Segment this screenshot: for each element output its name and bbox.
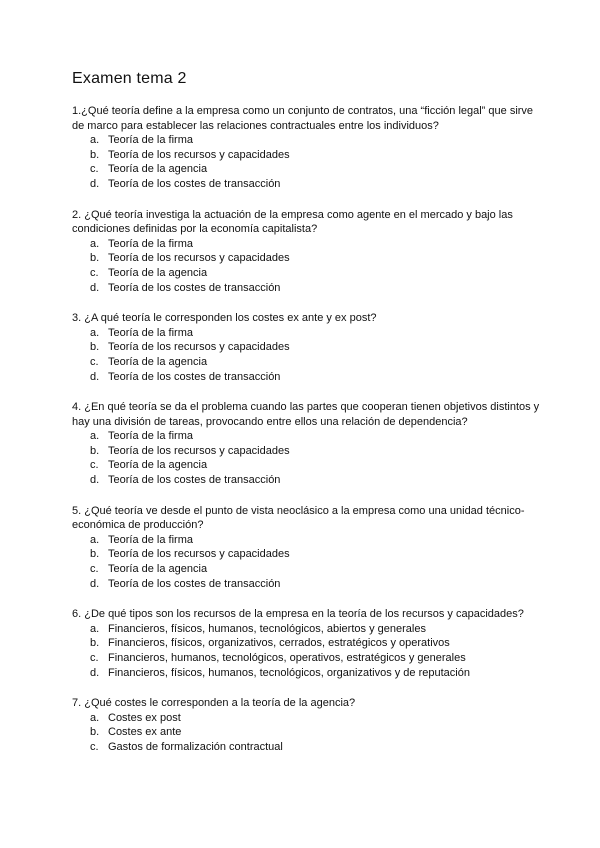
option-item xyxy=(72,355,542,370)
option-letter: b. xyxy=(90,252,100,265)
option-letter: b. xyxy=(90,148,100,161)
option-letter: d. xyxy=(90,666,100,679)
question-text: 7. ¿Qué costes le corresponden a la teoría de la agencia? xyxy=(72,697,356,710)
option-label: Teoría de la agencia xyxy=(108,355,208,368)
option-label: Teoría de la agencia xyxy=(108,266,208,279)
option-item xyxy=(72,281,542,296)
option-label: Teoría de la agencia xyxy=(108,563,208,576)
option-letter: c. xyxy=(90,163,99,176)
option-item xyxy=(72,429,542,444)
option-label: Financieros, físicos, humanos, tecnológicos, abiertos y generales xyxy=(108,622,426,635)
option-label: Teoría de los costes de transacción xyxy=(108,474,281,487)
option-item xyxy=(72,473,542,488)
option-item xyxy=(72,370,542,385)
option-label: Teoría de la firma xyxy=(108,326,193,339)
option-list xyxy=(72,133,542,191)
question-5 xyxy=(72,504,542,592)
option-list xyxy=(72,622,542,680)
option-item xyxy=(72,340,542,355)
question-1 xyxy=(72,104,542,192)
option-letter: d. xyxy=(90,281,100,294)
option-item xyxy=(72,458,542,473)
option-list xyxy=(72,237,542,295)
option-item xyxy=(72,725,542,740)
option-letter: c. xyxy=(90,563,99,576)
option-item xyxy=(72,133,542,148)
option-label: Teoría de los costes de transacción xyxy=(108,370,281,383)
question-7 xyxy=(72,696,542,754)
option-label: Teoría de los costes de transacción xyxy=(108,177,281,190)
option-letter: c. xyxy=(90,266,99,279)
question-4 xyxy=(72,400,542,488)
option-label: Teoría de la firma xyxy=(108,430,193,443)
option-label: Costes ex post xyxy=(108,711,181,724)
option-item xyxy=(72,622,542,637)
option-letter: b. xyxy=(90,548,100,561)
question-6 xyxy=(72,607,542,680)
option-item xyxy=(72,326,542,341)
option-label: Teoría de los recursos y capacidades xyxy=(108,341,290,354)
option-letter: a. xyxy=(90,622,100,635)
option-label: Teoría de los recursos y capacidades xyxy=(108,148,290,161)
option-label: Teoría de la agencia xyxy=(108,163,208,176)
option-item xyxy=(72,651,542,666)
option-item xyxy=(72,547,542,562)
option-letter: a. xyxy=(90,134,100,147)
option-letter: c. xyxy=(90,740,99,753)
option-label: Financieros, físicos, humanos, tecnológicos, organizativos y de reputación xyxy=(108,666,470,679)
option-letter: c. xyxy=(90,459,99,472)
option-item xyxy=(72,636,542,651)
option-item xyxy=(72,562,542,577)
option-letter: b. xyxy=(90,726,100,739)
question-2 xyxy=(72,208,542,296)
option-letter: b. xyxy=(90,637,100,650)
option-label: Costes ex ante xyxy=(108,726,182,739)
option-letter: c. xyxy=(90,652,99,664)
option-item xyxy=(72,162,542,177)
question-text: 4. ¿En qué teoría se da el problema cuando las partes que cooperan tienen objetivos distintos y hay una división de tareas, provocando entre ellos una relación de dependencia? xyxy=(72,401,540,428)
option-label: Teoría de la firma xyxy=(108,237,193,250)
option-item xyxy=(72,533,542,548)
option-list xyxy=(72,711,542,755)
option-label: Financieros, humanos, tecnológicos, operativos, estratégicos y generales xyxy=(108,652,466,664)
option-item xyxy=(72,444,542,459)
option-item xyxy=(72,237,542,252)
question-3 xyxy=(72,311,542,384)
option-letter: b. xyxy=(90,444,100,457)
option-item xyxy=(72,148,542,163)
option-letter: a. xyxy=(90,533,100,546)
option-label: Teoría de la agencia xyxy=(108,459,208,472)
option-letter: d. xyxy=(90,177,100,190)
option-item xyxy=(72,666,542,681)
option-letter: a. xyxy=(90,430,100,443)
question-text: 2. ¿Qué teoría investiga la actuación de la empresa como agente en el mercado y bajo las condiciones definidas por la economía capitalista? xyxy=(72,208,513,236)
option-letter: b. xyxy=(90,341,100,354)
option-letter: d. xyxy=(90,577,100,590)
option-letter: a. xyxy=(90,326,100,339)
option-letter: a. xyxy=(90,711,100,724)
option-item xyxy=(72,251,542,266)
option-list xyxy=(72,326,542,384)
option-label: Gastos de formalización contractual xyxy=(108,740,283,753)
question-text: 1.¿Qué teoría define a la empresa como un conjunto de contratos, una “ficción legal” que sirve de marco para establecer las relaciones contractuales entre los individuos? xyxy=(72,105,534,132)
option-letter: c. xyxy=(90,355,99,368)
option-letter: d. xyxy=(90,370,100,383)
question-text: 6. ¿De qué tipos son los recursos de la empresa en la teoría de los recursos y capacidades? xyxy=(72,608,524,621)
option-item xyxy=(72,577,542,592)
option-label: Teoría de los recursos y capacidades xyxy=(108,444,290,457)
page-title: Examen tema 2 xyxy=(72,70,187,87)
option-item xyxy=(72,740,542,755)
option-label: Teoría de los costes de transacción xyxy=(108,281,281,294)
option-list xyxy=(72,429,542,487)
option-item xyxy=(72,266,542,281)
option-letter: d. xyxy=(90,474,100,487)
question-list xyxy=(72,104,542,771)
option-label: Teoría de la firma xyxy=(108,533,193,546)
option-list xyxy=(72,533,542,591)
option-label: Teoría de los recursos y capacidades xyxy=(108,548,290,561)
question-text: 3. ¿A qué teoría le corresponden los costes ex ante y ex post? xyxy=(72,312,377,325)
option-item xyxy=(72,177,542,192)
question-text: 5. ¿Qué teoría ve desde el punto de vista neoclásico a la empresa como una unidad técnico-económica de producción? xyxy=(72,504,525,532)
option-label: Teoría de los costes de transacción xyxy=(108,577,281,590)
option-label: Teoría de los recursos y capacidades xyxy=(108,252,290,265)
option-label: Teoría de la firma xyxy=(108,134,193,147)
option-item xyxy=(72,711,542,726)
option-label: Financieros, físicos, organizativos, cerrados, estratégicos y operativos xyxy=(108,637,450,650)
option-letter: a. xyxy=(90,237,100,250)
